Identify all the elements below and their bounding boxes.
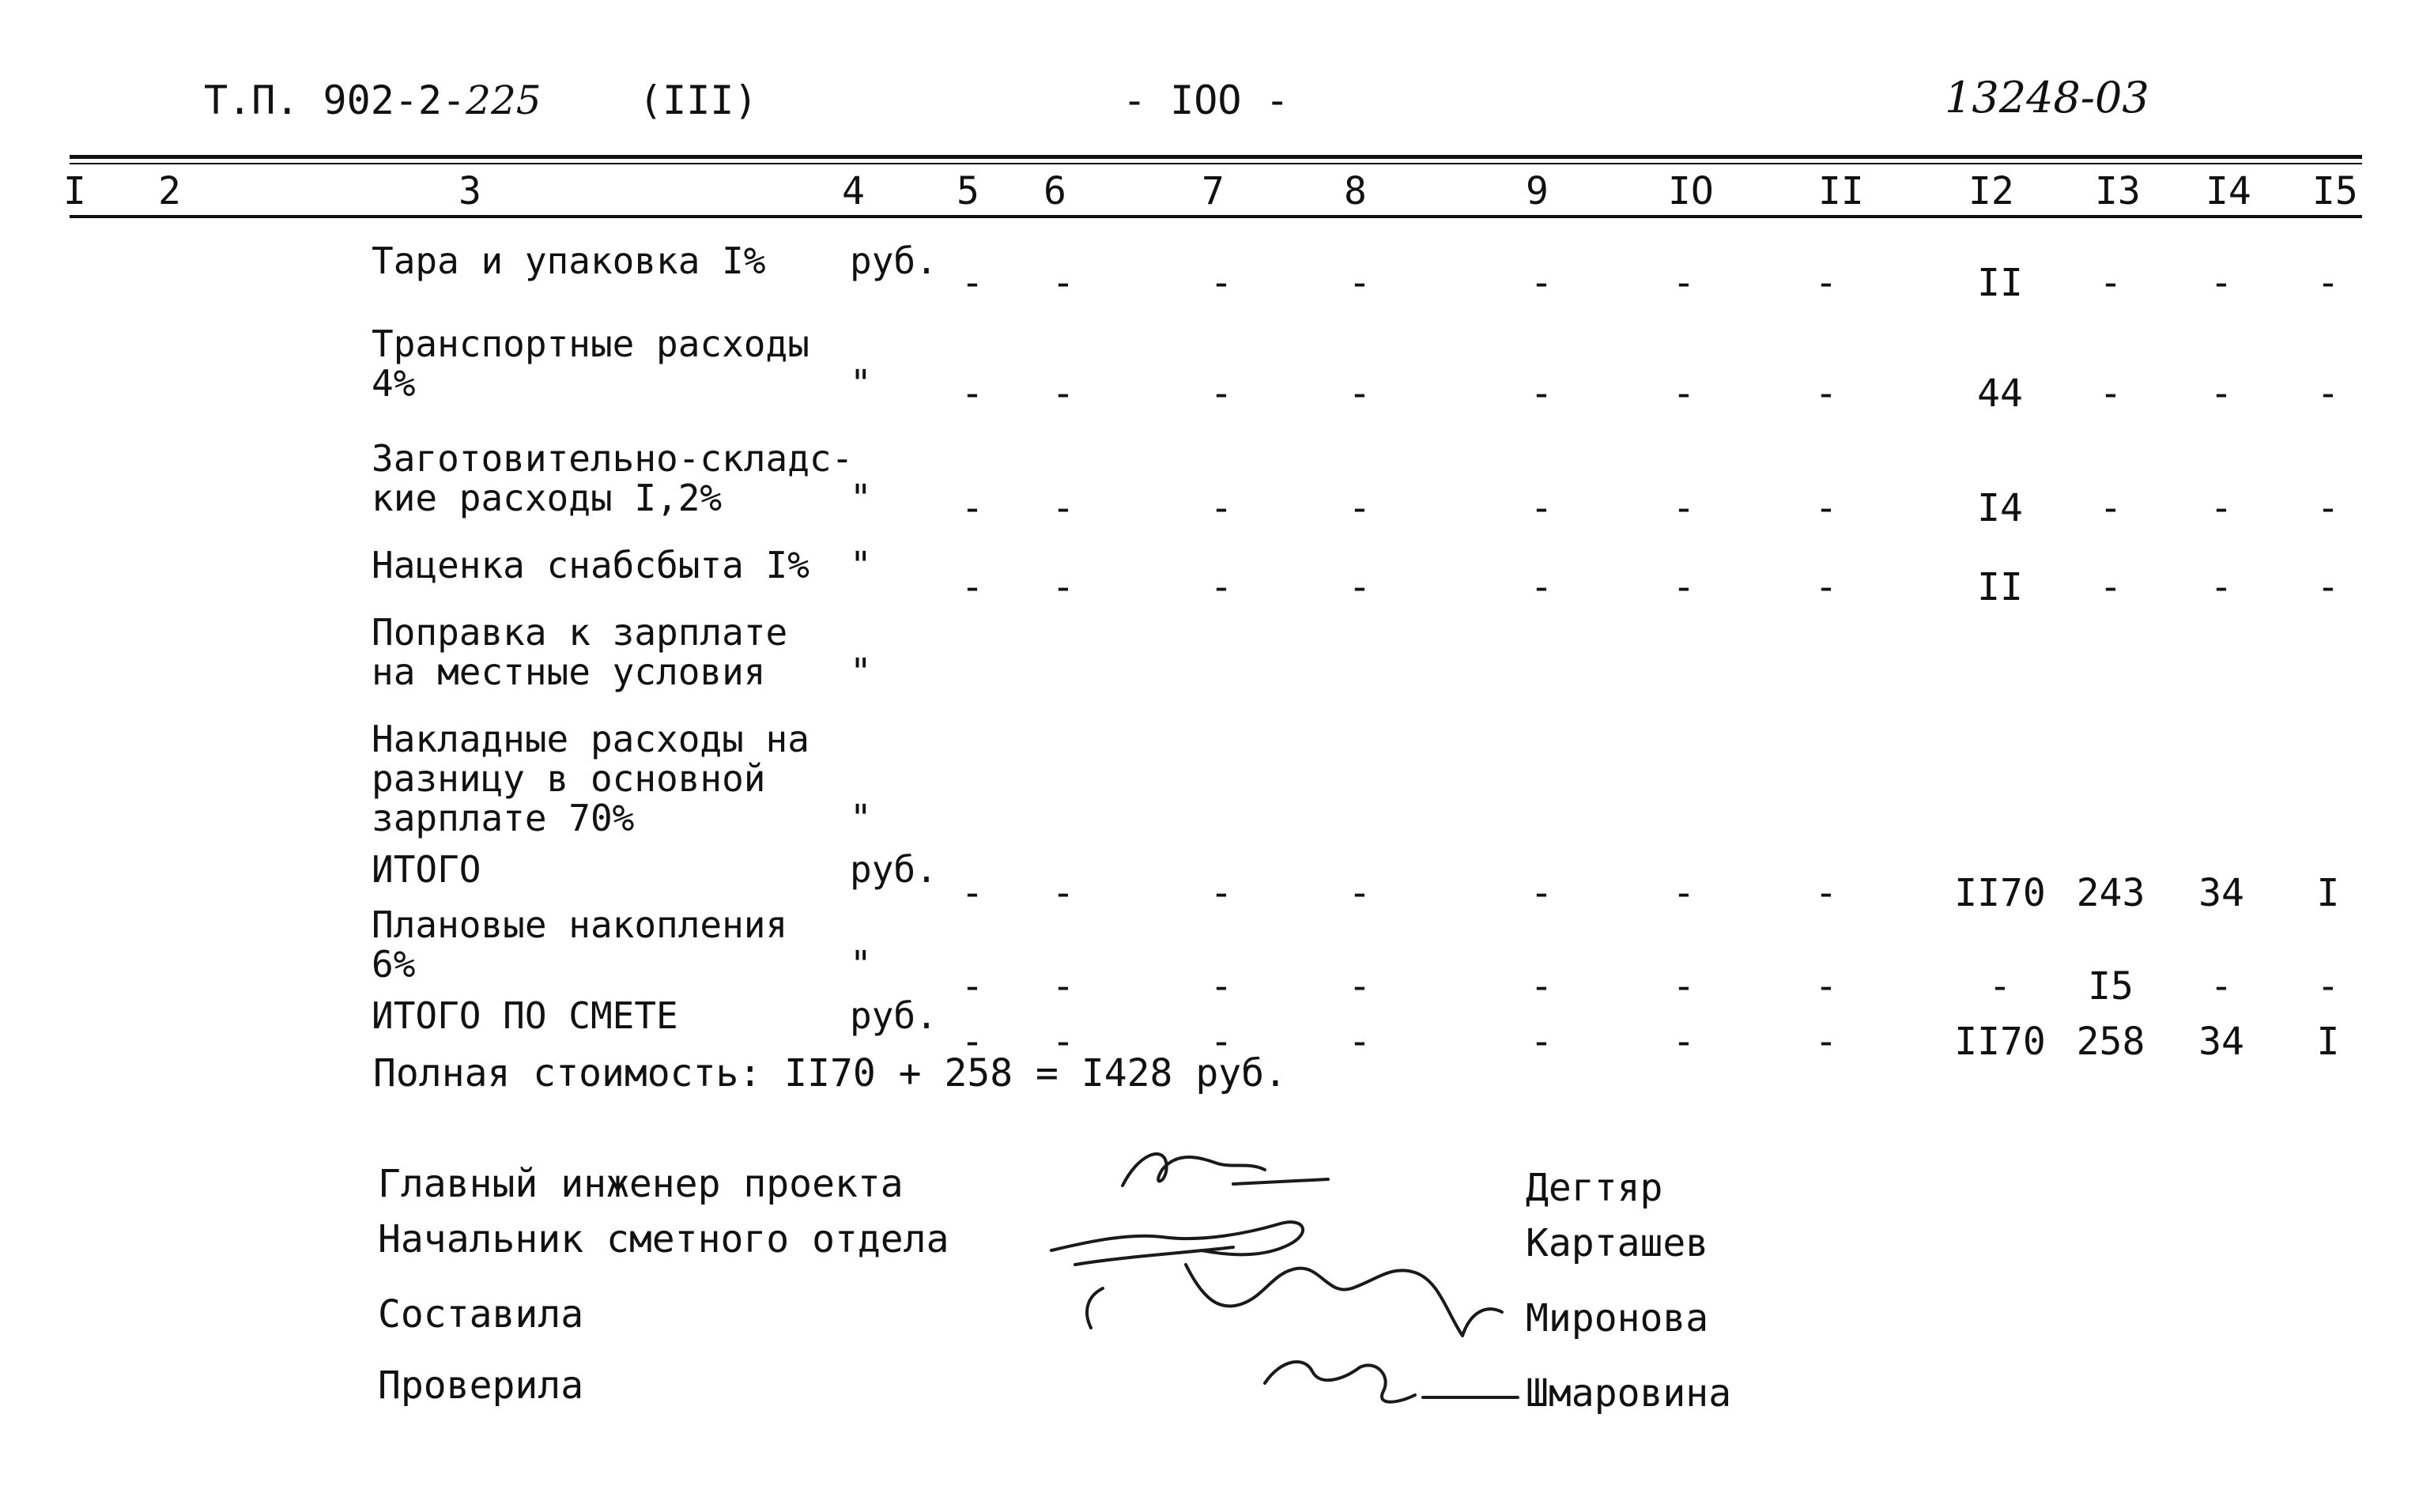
column-number: 5 — [957, 169, 979, 213]
cell-value: - — [1530, 871, 1553, 915]
cell-value: - — [1988, 964, 2012, 1009]
cell-value: - — [1051, 1020, 1075, 1064]
cell-value: - — [1348, 871, 1372, 915]
cell-value: II70 — [1954, 1020, 2046, 1064]
cell-value: - — [1672, 565, 1696, 609]
row-label: зарплате 70% — [372, 797, 635, 839]
cell-value: - — [2316, 565, 2340, 609]
signature-estimate-head — [1051, 1222, 1303, 1265]
column-number: I3 — [2095, 169, 2141, 213]
cell-value: II70 — [1954, 871, 2046, 915]
cell-value: 258 — [2076, 1020, 2145, 1064]
row-unit: " — [850, 797, 872, 839]
cell-value: - — [2210, 964, 2233, 1009]
cell-value: - — [1672, 964, 1696, 1009]
cell-value: - — [1051, 565, 1075, 609]
cell-value: - — [1814, 964, 1838, 1009]
cell-value: - — [1530, 964, 1553, 1009]
row-unit: " — [850, 362, 872, 405]
row-label: разницу в основной — [372, 757, 766, 800]
cell-value: - — [1348, 371, 1372, 416]
signature-role: Проверила — [378, 1363, 584, 1408]
row-label: 4% — [372, 362, 416, 405]
cell-value: - — [1210, 1020, 1233, 1064]
cell-value: - — [1210, 371, 1233, 416]
cell-value: - — [2099, 371, 2123, 416]
cell-value: - — [1530, 261, 1553, 305]
archive-code-handwritten: 13248-03 — [1945, 73, 2149, 123]
row-label: Поправка к зарплате — [372, 611, 788, 654]
cell-value: I5 — [2088, 964, 2134, 1009]
row-label: 6% — [372, 943, 416, 986]
row-label: ИТОГО — [372, 848, 481, 891]
row-label: кие расходы I,2% — [372, 477, 723, 519]
cell-value: - — [1530, 486, 1553, 530]
row-label: на местные условия — [372, 650, 766, 693]
cell-value: - — [1814, 565, 1838, 609]
cell-value: - — [2316, 486, 2340, 530]
cell-value: - — [1051, 486, 1075, 530]
row-unit: руб. — [850, 848, 938, 891]
column-number: 6 — [1043, 169, 1066, 213]
cell-value: I — [2316, 871, 2340, 915]
column-number: I5 — [2312, 169, 2358, 213]
doc-volume: (III) — [639, 77, 758, 123]
cell-value: - — [1348, 261, 1372, 305]
cell-value: - — [1348, 486, 1372, 530]
cell-value: - — [1210, 486, 1233, 530]
signature-checker — [1265, 1362, 1518, 1402]
cell-value: - — [2210, 565, 2233, 609]
cell-value: - — [1530, 565, 1553, 609]
cell-value: - — [2210, 261, 2233, 305]
row-unit: " — [850, 477, 872, 519]
cell-value: - — [1672, 1020, 1696, 1064]
cell-value: - — [1814, 261, 1838, 305]
cell-value: 34 — [2198, 1020, 2244, 1064]
cell-value: - — [1210, 261, 1233, 305]
cell-value: II — [1977, 261, 2023, 305]
row-unit: руб. — [850, 239, 938, 282]
signature-name: Шмаровина — [1526, 1371, 1732, 1416]
cell-value: - — [1210, 871, 1233, 915]
cell-value: - — [2316, 371, 2340, 416]
cell-value: - — [1672, 261, 1696, 305]
total-cost-line: Полная стоимость: II70 + 258 = I428 руб. — [373, 1051, 1287, 1095]
signature-role: Составила — [378, 1292, 584, 1337]
cell-value: - — [1672, 371, 1696, 416]
cell-value: - — [960, 261, 984, 305]
cell-value: - — [1051, 871, 1075, 915]
cell-value: - — [2099, 486, 2123, 530]
cell-value: - — [1051, 261, 1075, 305]
signature-role: Начальник сметного отдела — [378, 1217, 949, 1261]
row-label: Плановые накопления — [372, 903, 788, 946]
column-number: 9 — [1526, 169, 1549, 213]
column-number: 8 — [1344, 169, 1367, 213]
cell-value: - — [1814, 371, 1838, 416]
cell-value: - — [960, 565, 984, 609]
cell-value: 34 — [2198, 871, 2244, 915]
cell-value: - — [1348, 565, 1372, 609]
cell-value: - — [1530, 1020, 1553, 1064]
cell-value: - — [1210, 964, 1233, 1009]
cell-value: I4 — [1977, 486, 2023, 530]
row-unit: " — [850, 544, 872, 586]
row-label: Накладные расходы на — [372, 718, 809, 760]
signature-name: Миронова — [1526, 1296, 1709, 1340]
cell-value: - — [960, 486, 984, 530]
row-label: Тара и упаковка I% — [372, 239, 766, 282]
cell-value: - — [1672, 871, 1696, 915]
cell-value: - — [2099, 565, 2123, 609]
cell-value: - — [960, 964, 984, 1009]
row-label: Транспортные расходы — [372, 322, 809, 365]
cell-value: - — [1530, 371, 1553, 416]
signature-name: Карташев — [1526, 1221, 1709, 1265]
row-label: Заготовительно-складс- — [372, 437, 854, 480]
cell-value: - — [2316, 964, 2340, 1009]
row-unit: руб. — [850, 994, 938, 1037]
cell-value: - — [1814, 871, 1838, 915]
signature-name: Дегтяр — [1526, 1166, 1663, 1210]
column-number: IO — [1668, 169, 1714, 213]
cell-value: - — [1210, 565, 1233, 609]
row-unit: " — [850, 943, 872, 986]
cell-value: - — [1051, 371, 1075, 416]
cell-value: II — [1977, 565, 2023, 609]
cell-value: - — [1348, 964, 1372, 1009]
doc-number-handwritten: 225 — [466, 77, 542, 123]
cell-value: 44 — [1977, 371, 2023, 416]
row-label: Наценка снабсбыта I% — [372, 544, 809, 586]
column-number: 7 — [1202, 169, 1225, 213]
signature-role: Главный инженер проекта — [378, 1162, 904, 1206]
cell-value: - — [960, 871, 984, 915]
column-number: 4 — [842, 169, 865, 213]
cell-value: - — [1672, 486, 1696, 530]
cell-value: - — [960, 1020, 984, 1064]
column-number: 3 — [459, 169, 481, 213]
cell-value: - — [2210, 486, 2233, 530]
signature-chief-engineer — [1123, 1154, 1328, 1186]
cell-value: - — [1051, 964, 1075, 1009]
cell-value: - — [1814, 1020, 1838, 1064]
column-number: I — [63, 169, 86, 213]
cell-value: - — [2099, 261, 2123, 305]
page-number: - IOO - — [1123, 77, 1289, 123]
cell-value: I — [2316, 1020, 2340, 1064]
doc-prefix: Т.П. 902-2- — [204, 77, 466, 123]
row-unit: " — [850, 650, 872, 693]
column-number: II — [1818, 169, 1864, 213]
cell-value: - — [960, 371, 984, 416]
signature-compiler — [1087, 1265, 1502, 1336]
column-number: 2 — [158, 169, 181, 213]
cell-value: - — [1348, 1020, 1372, 1064]
row-label: ИТОГО ПО СМЕТЕ — [372, 994, 678, 1037]
column-number: I4 — [2206, 169, 2251, 213]
cell-value: - — [2316, 261, 2340, 305]
cell-value: - — [2210, 371, 2233, 416]
column-number: I2 — [1968, 169, 2014, 213]
cell-value: 243 — [2076, 871, 2145, 915]
cell-value: - — [1814, 486, 1838, 530]
